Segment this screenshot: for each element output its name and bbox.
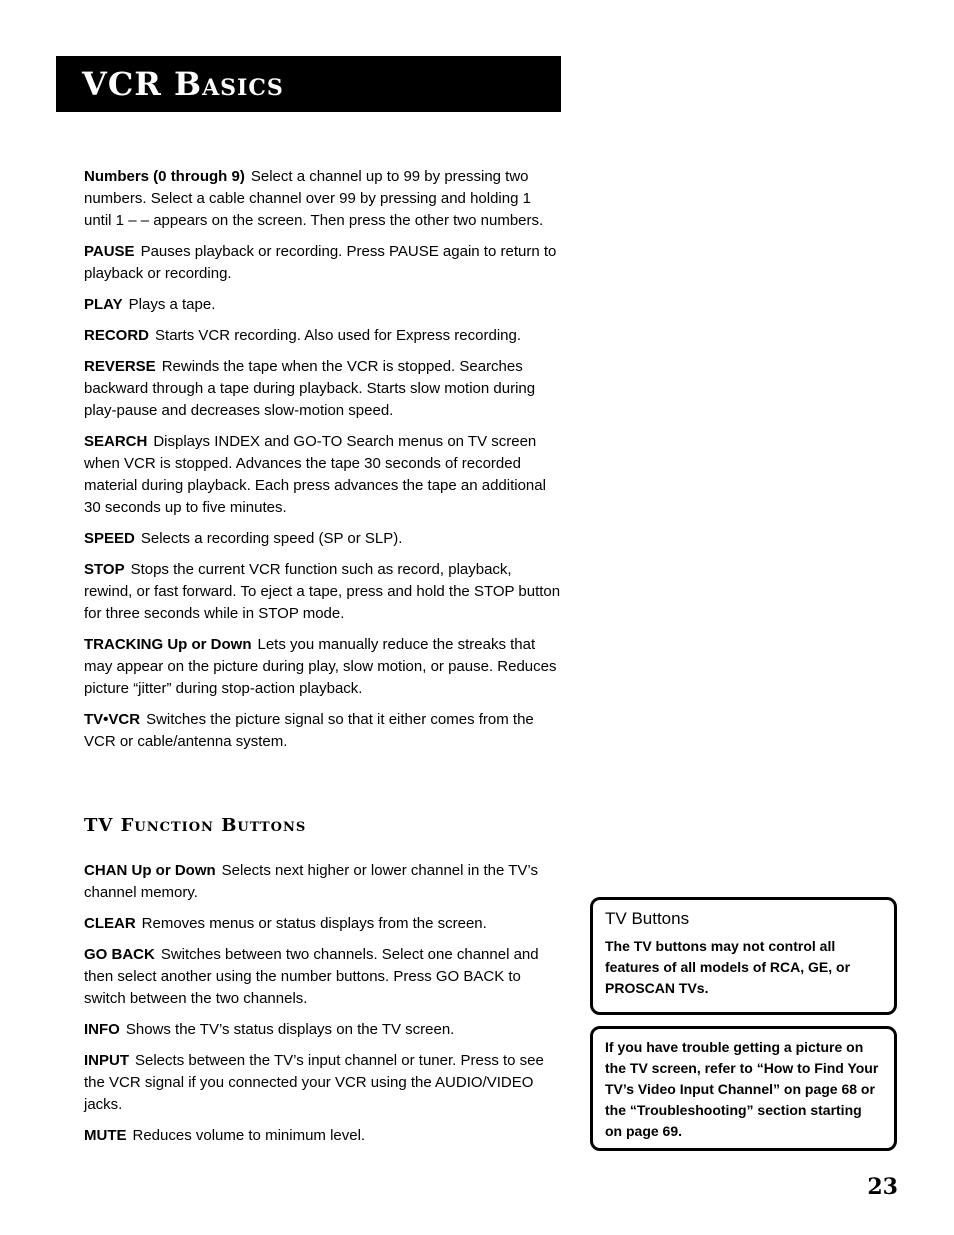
entry-term: PAUSE [84, 243, 135, 260]
list-item [84, 709, 562, 753]
entry-desc: Switches the picture signal so that it either comes from the VCR or cable/antenna system. [84, 711, 534, 750]
entry-term: STOP [84, 561, 125, 578]
list-item [84, 944, 562, 1010]
entry-term: SEARCH [84, 433, 148, 450]
list-item [84, 528, 562, 550]
list-item [84, 559, 562, 625]
entry-term: SPEED [84, 530, 135, 547]
note-title: TV Buttons [605, 909, 690, 928]
list-item [84, 431, 562, 519]
entry-term: CLEAR [84, 915, 136, 932]
list-item [84, 325, 562, 347]
entry-desc: Select a channel up to 99 by pressing two numbers. Select a cable channel over 99 by pressing and holding 1 until 1 – – appears on the screen. Then press the other two numbers. [84, 168, 544, 229]
page-title: VCR Basics [82, 65, 284, 103]
entry-desc: Stops the current VCR function such as record, playback, rewind, or fast forward. To eject a tape, press and hold the STOP button for three seconds while in STOP mode. [84, 561, 561, 622]
list-item [84, 1050, 562, 1116]
list-item [84, 166, 562, 232]
list-item [84, 241, 562, 285]
tv-buttons-list [84, 860, 562, 1156]
list-item [84, 356, 562, 422]
list-item [84, 634, 562, 700]
entry-desc: Switches between two channels. Select one channel and then select another using the number buttons. Press GO BACK to switch between the two channels. [84, 946, 539, 1007]
entry-term: GO BACK [84, 946, 155, 963]
entry-desc: Selects between the TV’s input channel or tuner. Press to see the VCR signal if you connected your VCR using the AUDIO/VIDEO jacks. [84, 1052, 544, 1113]
entry-desc: Selects a recording speed (SP or SLP). [140, 530, 403, 547]
list-item [84, 294, 562, 316]
list-item [84, 1019, 562, 1041]
entry-term: REVERSE [84, 358, 156, 375]
list-item [84, 1125, 562, 1147]
entry-term: CHAN Up or Down [84, 862, 216, 879]
entry-term: INPUT [84, 1052, 129, 1069]
entry-term: Numbers (0 through 9) [84, 168, 245, 185]
note-body: The TV buttons may not control all features of all models of RCA, GE, or PROSCAN TVs. [605, 938, 851, 996]
vcr-buttons-list [84, 166, 562, 762]
entry-term: MUTE [84, 1127, 127, 1144]
entry-desc: Plays a tape. [128, 296, 216, 313]
section-banner [56, 56, 561, 112]
page-number: 23 [867, 1174, 898, 1200]
tv-buttons-note [590, 897, 897, 1015]
entry-desc: Removes menus or status displays from the screen. [141, 915, 487, 932]
entry-term: PLAY [84, 296, 123, 313]
entry-desc: Displays INDEX and GO-TO Search menus on TV screen when VCR is stopped. Advances the tape 30 seconds of recorded material during playback. Each press advances the tape an additional 30 seconds up to five minutes. [84, 433, 546, 516]
note-body: If you have trouble getting a picture on the TV screen, refer to “How to Find Your TV’s Video Input Channel” on page 68 or the “Troubleshooting” section starting on page 69. [605, 1039, 879, 1139]
entry-desc: Rewinds the tape when the VCR is stopped. Searches backward through a tape during playback. Starts slow motion during play-pause and decreases slow-motion speed. [84, 358, 536, 419]
entry-desc: Lets you manually reduce the streaks that may appear on the picture during play, slow motion, or pause. Reduces picture “jitter” during stop-action playback. [84, 636, 557, 697]
entry-term: TV•VCR [84, 711, 141, 728]
entry-desc: Starts VCR recording. Also used for Express recording. [155, 327, 522, 344]
entry-term: INFO [84, 1021, 120, 1038]
trouble-note [590, 1026, 897, 1151]
section-heading: TV Function Buttons [84, 815, 307, 836]
entry-desc: Reduces volume to minimum level. [132, 1127, 366, 1144]
list-item [84, 913, 562, 935]
entry-desc: Pauses playback or recording. Press PAUSE again to return to playback or recording. [84, 243, 557, 282]
entry-desc: Shows the TV’s status displays on the TV screen. [125, 1021, 455, 1038]
entry-term: TRACKING Up or Down [84, 636, 252, 653]
entry-term: RECORD [84, 327, 150, 344]
entry-desc: Selects next higher or lower channel in the TV’s channel memory. [84, 862, 538, 901]
list-item [84, 860, 562, 904]
